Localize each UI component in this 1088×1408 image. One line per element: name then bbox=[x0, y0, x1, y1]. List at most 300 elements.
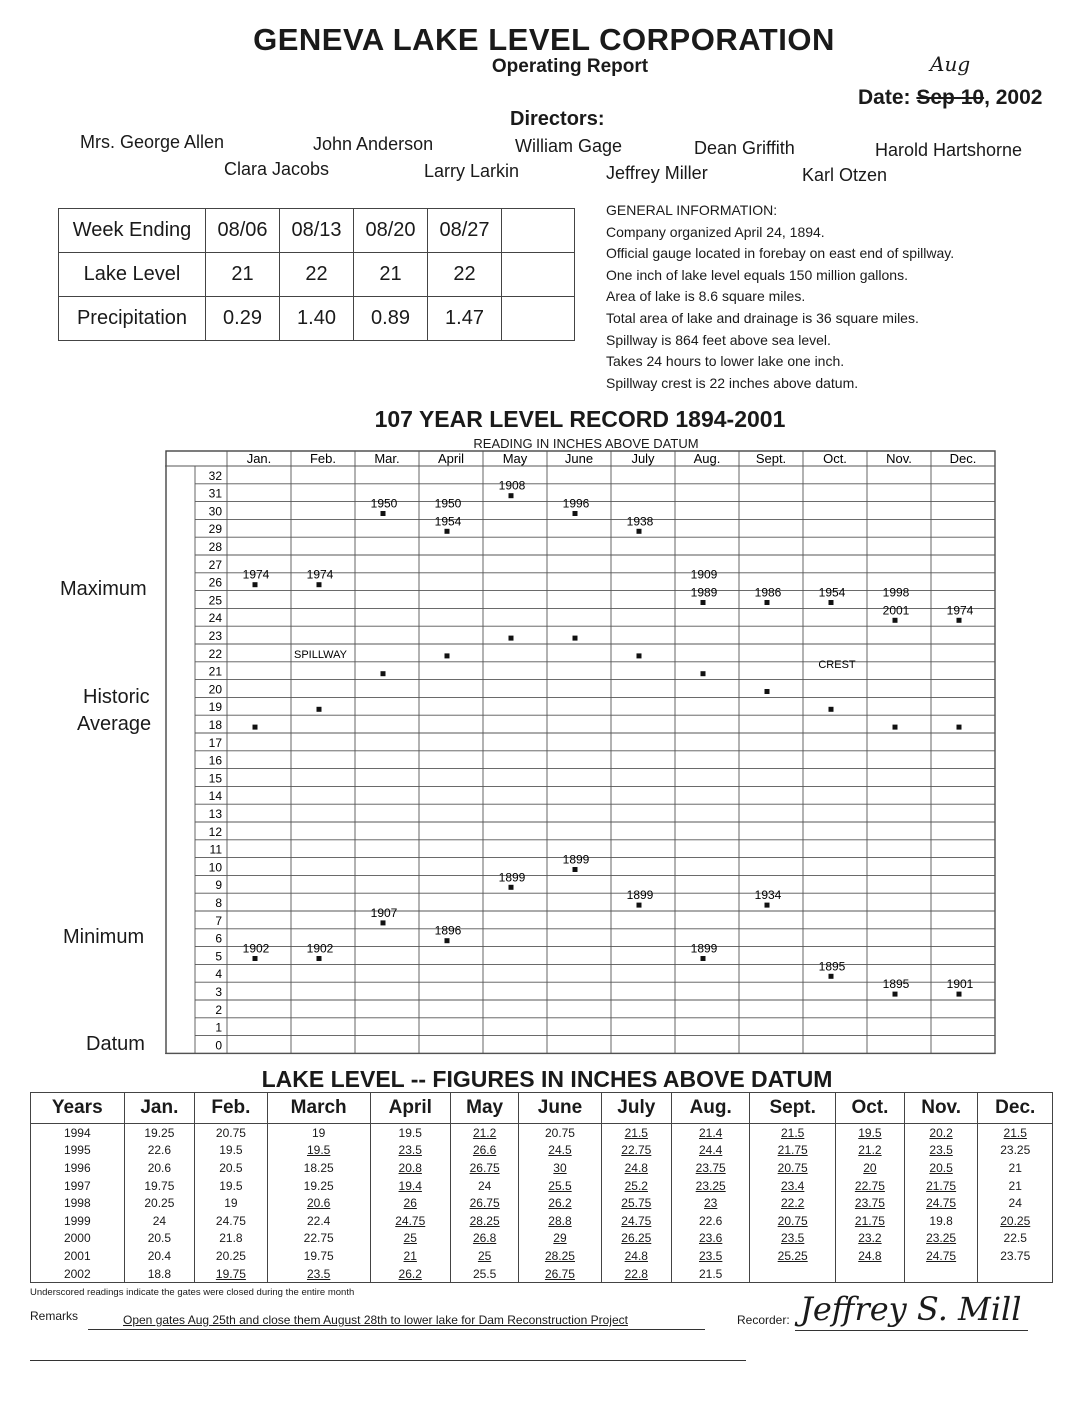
maximum-point bbox=[829, 600, 834, 605]
y-tick-label: 18 bbox=[208, 718, 222, 732]
level-cell: 23.5 bbox=[370, 1142, 450, 1160]
level-cell: 21.75 bbox=[836, 1212, 905, 1230]
director-name: Karl Otzen bbox=[802, 165, 888, 185]
general-info-line: Takes 24 hours to lower lake one inch. bbox=[606, 353, 845, 370]
minimum-year-label: 1899 bbox=[562, 852, 590, 867]
column-header: July bbox=[601, 1093, 672, 1124]
precip-cell: 0.89 bbox=[354, 297, 428, 341]
level-cell: 24.8 bbox=[601, 1159, 672, 1177]
directors-heading: Directors: bbox=[510, 108, 605, 130]
minimum-year-label: 1907 bbox=[370, 905, 398, 920]
level-cell: 19.8 bbox=[904, 1212, 978, 1230]
page-title: GENEVA LAKE LEVEL CORPORATION bbox=[253, 22, 835, 57]
maximum-point bbox=[573, 511, 578, 516]
year-cell: 1994 bbox=[31, 1124, 125, 1142]
maximum-year-label: 1908 bbox=[498, 478, 526, 493]
level-cell: 21.75 bbox=[750, 1142, 836, 1160]
level-cell: 23.25 bbox=[904, 1230, 978, 1248]
level-cell: 20.75 bbox=[750, 1212, 836, 1230]
director-name: John Anderson bbox=[313, 134, 434, 154]
month-label: June bbox=[564, 451, 594, 466]
level-cell: 21.5 bbox=[672, 1265, 750, 1283]
empty-cell bbox=[502, 253, 575, 297]
precip-cell: 1.47 bbox=[428, 297, 502, 341]
column-header: April bbox=[370, 1093, 450, 1124]
level-cell: 21.5 bbox=[750, 1124, 836, 1142]
level-cell: 25.2 bbox=[601, 1177, 672, 1195]
y-tick-label: 12 bbox=[208, 824, 222, 839]
table-row bbox=[59, 253, 575, 297]
week-cell: 08/27 bbox=[428, 209, 502, 253]
level-cell: 26.75 bbox=[519, 1265, 601, 1283]
y-tick-label: 3 bbox=[215, 985, 222, 999]
level-cell: 21 bbox=[354, 253, 428, 297]
minimum-point bbox=[637, 903, 642, 908]
y-tick-label: 6 bbox=[215, 931, 222, 946]
level-cell: 24.75 bbox=[195, 1212, 267, 1230]
level-cell: 20 bbox=[836, 1159, 905, 1177]
level-cell: 22.75 bbox=[601, 1142, 672, 1160]
maximum-year-label: 1954 bbox=[434, 514, 462, 529]
minimum-point bbox=[253, 956, 258, 961]
historic-average-point bbox=[829, 707, 834, 712]
level-cell: 24.8 bbox=[601, 1247, 672, 1265]
general-information bbox=[606, 200, 954, 394]
y-tick-label: 29 bbox=[208, 522, 222, 537]
level-cell: 22.6 bbox=[124, 1142, 195, 1160]
level-cell: 24 bbox=[124, 1212, 195, 1230]
remarks-line bbox=[88, 1329, 705, 1330]
year-cell: 2001 bbox=[31, 1247, 125, 1265]
level-cell: 22.4 bbox=[267, 1212, 370, 1230]
minimum-year-label: 1899 bbox=[498, 870, 526, 885]
level-cell: 19.75 bbox=[267, 1247, 370, 1265]
level-cell: 26.2 bbox=[370, 1265, 450, 1283]
level-cell: 25 bbox=[450, 1247, 519, 1265]
column-header: Feb. bbox=[195, 1093, 267, 1124]
minimum-year-label: 1895 bbox=[882, 977, 910, 992]
chart-frame bbox=[166, 451, 995, 1053]
historic-average-point bbox=[253, 725, 258, 730]
recorder-label: Recorder: bbox=[737, 1313, 790, 1327]
y-tick-label: 15 bbox=[208, 771, 222, 786]
month-label: Mar. bbox=[374, 451, 400, 466]
level-cell: 29 bbox=[519, 1230, 601, 1248]
spillway-label: SPILLWAY bbox=[294, 648, 347, 661]
level-cell: 21 bbox=[370, 1247, 450, 1265]
level-cell: 22.8 bbox=[601, 1265, 672, 1283]
director-name: Jeffrey Miller bbox=[606, 163, 708, 183]
level-cell: 23.5 bbox=[750, 1230, 836, 1248]
level-record-chart bbox=[165, 450, 1000, 1062]
page-subtitle: Operating Report bbox=[491, 56, 649, 77]
level-cell: 26 bbox=[370, 1194, 450, 1212]
level-cell: 21.75 bbox=[904, 1177, 978, 1195]
historic-average-point bbox=[765, 689, 770, 694]
level-cell: 25.75 bbox=[601, 1194, 672, 1212]
underscore-note: Underscored readings indicate the gates were closed during the entire month bbox=[30, 1287, 355, 1298]
historic-average-point bbox=[701, 671, 706, 676]
level-cell: 26.6 bbox=[450, 1142, 519, 1160]
minimum-label: Minimum bbox=[63, 926, 145, 948]
level-cell: 19.5 bbox=[370, 1124, 450, 1142]
level-cell: 23.75 bbox=[672, 1159, 750, 1177]
maximum-year-label: 1996 bbox=[562, 496, 590, 511]
level-cell: 21 bbox=[978, 1177, 1053, 1195]
level-cell: 25.5 bbox=[519, 1177, 601, 1195]
level-cell: 24.75 bbox=[601, 1212, 672, 1230]
historic-average-point bbox=[509, 636, 514, 641]
empty-cell bbox=[502, 297, 575, 341]
maximum-point bbox=[637, 529, 642, 534]
maximum-point bbox=[381, 511, 386, 516]
minimum-year-label: 1901 bbox=[946, 977, 974, 992]
level-cell: 24.75 bbox=[370, 1212, 450, 1230]
level-cell: 21.5 bbox=[978, 1124, 1053, 1142]
y-tick-label: 7 bbox=[215, 913, 222, 928]
y-tick-label: 26 bbox=[208, 575, 222, 590]
lake-level-title: LAKE LEVEL -- FIGURES IN INCHES ABOVE DATUM bbox=[261, 1066, 833, 1092]
y-tick-label: 23 bbox=[208, 629, 222, 643]
level-cell: 28.8 bbox=[519, 1212, 601, 1230]
level-cell: 20.75 bbox=[519, 1124, 601, 1142]
table-header-row bbox=[31, 1093, 1053, 1124]
level-cell: 22 bbox=[428, 253, 502, 297]
weekly-table bbox=[58, 208, 575, 341]
y-tick-label: 0 bbox=[215, 1038, 222, 1053]
level-cell: 20.75 bbox=[750, 1159, 836, 1177]
year-cell: 1996 bbox=[31, 1159, 125, 1177]
level-cell: 19 bbox=[195, 1194, 267, 1212]
maximum-point bbox=[509, 493, 514, 498]
level-cell: 22.2 bbox=[750, 1194, 836, 1212]
minimum-point bbox=[573, 867, 578, 872]
director-name: Larry Larkin bbox=[424, 161, 520, 181]
maximum-label: Maximum bbox=[60, 578, 147, 600]
level-cell: 19.5 bbox=[195, 1142, 267, 1160]
level-cell: 24.75 bbox=[904, 1194, 978, 1212]
y-tick-label: 25 bbox=[208, 593, 222, 608]
level-cell: 30 bbox=[519, 1159, 601, 1177]
general-info-line: Official gauge located in forebay on east end of spillway. bbox=[606, 245, 955, 262]
level-cell: 20.25 bbox=[195, 1247, 267, 1265]
empty-cell bbox=[502, 209, 575, 253]
maximum-point bbox=[893, 618, 898, 623]
level-cell bbox=[836, 1265, 905, 1283]
column-header: May bbox=[450, 1093, 519, 1124]
level-cell: 18.25 bbox=[267, 1159, 370, 1177]
level-cell: 25.5 bbox=[450, 1265, 519, 1283]
table-row bbox=[31, 1177, 1053, 1195]
level-cell: 23.6 bbox=[672, 1230, 750, 1248]
level-cell: 26.8 bbox=[450, 1230, 519, 1248]
level-cell: 22.5 bbox=[978, 1230, 1053, 1248]
precipitation-label: Precipitation bbox=[59, 297, 206, 341]
y-tick-label: 31 bbox=[208, 486, 222, 501]
y-tick-label: 32 bbox=[208, 468, 222, 483]
y-tick-label: 8 bbox=[215, 896, 222, 910]
maximum-point bbox=[957, 618, 962, 623]
general-info-line: Total area of lake and drainage is 36 square miles. bbox=[606, 309, 919, 326]
level-cell: 23.5 bbox=[904, 1142, 978, 1160]
level-cell: 25 bbox=[370, 1230, 450, 1248]
director-name: Mrs. George Allen bbox=[80, 132, 225, 152]
level-cell: 21.2 bbox=[836, 1142, 905, 1160]
year-cell: 2002 bbox=[31, 1265, 125, 1283]
column-header: March bbox=[267, 1093, 370, 1124]
column-header: Sept. bbox=[750, 1093, 836, 1124]
level-cell: 20.5 bbox=[124, 1230, 195, 1248]
maximum-point bbox=[765, 600, 770, 605]
table-row bbox=[31, 1247, 1053, 1265]
y-tick-label: 13 bbox=[208, 807, 222, 821]
lake-level-label: Lake Level bbox=[59, 253, 206, 297]
minimum-year-label: 1896 bbox=[434, 923, 462, 938]
y-tick-label: 22 bbox=[208, 646, 222, 661]
month-label: July bbox=[631, 451, 655, 466]
maximum-year-label: 1986 bbox=[754, 585, 782, 600]
remarks-text: Open gates Aug 25th and close them August 28th to lower lake for Dam Reconstruction Project bbox=[123, 1313, 628, 1327]
table-row bbox=[59, 297, 575, 341]
minimum-point bbox=[765, 903, 770, 908]
date-struck: Sep 10 bbox=[916, 86, 985, 109]
precip-cell: 0.29 bbox=[206, 297, 280, 341]
handwritten-month: Aug bbox=[930, 52, 971, 76]
date-label: Date: bbox=[858, 86, 911, 109]
level-cell: 21 bbox=[206, 253, 280, 297]
level-cell: 20.8 bbox=[370, 1159, 450, 1177]
maximum-year-label: 2001 bbox=[882, 603, 910, 618]
level-cell: 24 bbox=[978, 1194, 1053, 1212]
remarks-label: Remarks bbox=[30, 1309, 79, 1323]
table-row bbox=[31, 1212, 1053, 1230]
y-tick-label: 5 bbox=[215, 949, 222, 964]
director-name: Clara Jacobs bbox=[224, 159, 330, 179]
y-tick-label: 11 bbox=[209, 842, 222, 857]
year-cell: 1995 bbox=[31, 1142, 125, 1160]
maximum-year-label: 1974 bbox=[242, 567, 270, 582]
y-tick-label: 24 bbox=[208, 611, 222, 626]
week-cell: 08/13 bbox=[280, 209, 354, 253]
level-cell: 23.5 bbox=[267, 1265, 370, 1283]
column-header: Oct. bbox=[836, 1093, 905, 1124]
general-info-line: Spillway crest is 22 inches above datum. bbox=[606, 374, 859, 391]
maximum-year-label: 1974 bbox=[306, 567, 334, 582]
month-label: Feb. bbox=[309, 451, 337, 466]
historic-average-point bbox=[637, 653, 642, 658]
director-name: Harold Hartshorne bbox=[875, 140, 1023, 160]
level-cell: 23.25 bbox=[978, 1142, 1053, 1160]
year-cell: 1999 bbox=[31, 1212, 125, 1230]
week-ending-label: Week Ending bbox=[59, 209, 206, 253]
minimum-point bbox=[829, 974, 834, 979]
historic-label: Historic bbox=[83, 686, 150, 708]
column-header: June bbox=[519, 1093, 601, 1124]
level-cell: 23.2 bbox=[836, 1230, 905, 1248]
level-cell: 22.6 bbox=[672, 1212, 750, 1230]
general-info-line: Spillway is 864 feet above sea level. bbox=[606, 331, 831, 348]
historic-average-point bbox=[317, 707, 322, 712]
level-cell: 20.75 bbox=[195, 1124, 267, 1142]
level-cell: 19.4 bbox=[370, 1177, 450, 1195]
month-label: April bbox=[437, 451, 465, 466]
datum-label: Datum bbox=[86, 1033, 145, 1055]
historic-average-point bbox=[893, 725, 898, 730]
historic-average-point bbox=[573, 636, 578, 641]
level-cell: 26.25 bbox=[601, 1230, 672, 1248]
maximum-year-label: 1950 bbox=[370, 496, 398, 511]
y-tick-label: 27 bbox=[208, 557, 222, 572]
level-cell: 25.25 bbox=[750, 1247, 836, 1265]
record-title: 107 YEAR LEVEL RECORD 1894-2001 bbox=[374, 406, 786, 432]
y-tick-label: 16 bbox=[208, 753, 222, 768]
minimum-year-label: 1899 bbox=[690, 941, 718, 956]
level-cell: 24.75 bbox=[904, 1247, 978, 1265]
y-tick-label: 9 bbox=[215, 878, 222, 893]
level-cell: 20.25 bbox=[124, 1194, 195, 1212]
column-header: Aug. bbox=[672, 1093, 750, 1124]
level-cell: 28.25 bbox=[519, 1247, 601, 1265]
level-cell: 24 bbox=[450, 1177, 519, 1195]
table-row bbox=[31, 1265, 1053, 1283]
y-tick-label: 14 bbox=[208, 789, 222, 804]
table-row bbox=[59, 209, 575, 253]
minimum-year-label: 1899 bbox=[626, 888, 654, 903]
year-cell: 1997 bbox=[31, 1177, 125, 1195]
level-cell: 19.25 bbox=[124, 1124, 195, 1142]
director-name: Dean Griffith bbox=[694, 138, 795, 158]
level-cell: 20.2 bbox=[904, 1124, 978, 1142]
minimum-point bbox=[893, 992, 898, 997]
minimum-point bbox=[701, 956, 706, 961]
level-cell: 23.75 bbox=[978, 1247, 1053, 1265]
maximum-point bbox=[445, 529, 450, 534]
minimum-year-label: 1934 bbox=[754, 888, 782, 903]
table-row bbox=[31, 1142, 1053, 1160]
level-cell: 20.6 bbox=[267, 1194, 370, 1212]
y-tick-label: 10 bbox=[208, 860, 222, 875]
maximum-year-label: 1954 bbox=[818, 585, 846, 600]
table-row bbox=[31, 1124, 1053, 1142]
level-cell: 23.4 bbox=[750, 1177, 836, 1195]
y-tick-label: 20 bbox=[208, 682, 222, 697]
historic-average-point bbox=[445, 653, 450, 658]
maximum-point bbox=[701, 600, 706, 605]
level-cell: 23.5 bbox=[672, 1247, 750, 1265]
table-row bbox=[31, 1159, 1053, 1177]
minimum-point bbox=[381, 920, 386, 925]
minimum-point bbox=[445, 938, 450, 943]
maximum-year-label: 1909 bbox=[690, 567, 718, 582]
table-row bbox=[31, 1194, 1053, 1212]
level-cell: 19.5 bbox=[836, 1124, 905, 1142]
level-cell: 21 bbox=[978, 1159, 1053, 1177]
historic-average-point bbox=[957, 725, 962, 730]
y-tick-label: 19 bbox=[208, 700, 222, 715]
column-header: Years bbox=[31, 1093, 125, 1124]
level-cell: 21.5 bbox=[601, 1124, 672, 1142]
minimum-year-label: 1902 bbox=[242, 941, 270, 956]
y-tick-label: 21 bbox=[208, 664, 222, 679]
lake-level-table bbox=[30, 1092, 1053, 1283]
level-cell: 26.75 bbox=[450, 1194, 519, 1212]
column-header: Jan. bbox=[124, 1093, 195, 1124]
y-tick-label: 30 bbox=[208, 504, 222, 519]
minimum-year-label: 1895 bbox=[818, 959, 846, 974]
column-header: Dec. bbox=[978, 1093, 1053, 1124]
month-label: Oct. bbox=[823, 451, 847, 466]
week-cell: 08/06 bbox=[206, 209, 280, 253]
level-cell: 19.75 bbox=[124, 1177, 195, 1195]
crest-label: CREST bbox=[818, 658, 856, 671]
precip-cell: 1.40 bbox=[280, 297, 354, 341]
level-cell: 20.25 bbox=[978, 1212, 1053, 1230]
level-cell: 19.75 bbox=[195, 1265, 267, 1283]
table-row bbox=[31, 1230, 1053, 1248]
maximum-year-label: 1989 bbox=[690, 585, 718, 600]
level-cell: 24.5 bbox=[519, 1142, 601, 1160]
minimum-point bbox=[957, 992, 962, 997]
level-cell bbox=[978, 1265, 1053, 1283]
level-cell bbox=[904, 1265, 978, 1283]
general-info-line: Company organized April 24, 1894. bbox=[606, 223, 825, 240]
level-cell: 21.8 bbox=[195, 1230, 267, 1248]
year-cell: 1998 bbox=[31, 1194, 125, 1212]
date-year: , 2002 bbox=[984, 86, 1043, 109]
y-tick-label: 28 bbox=[208, 540, 222, 554]
report-date bbox=[858, 86, 1042, 110]
average-label: Average bbox=[77, 713, 152, 735]
general-info-heading: GENERAL INFORMATION: bbox=[606, 202, 778, 218]
maximum-year-label: 1950 bbox=[434, 496, 462, 511]
blank-line bbox=[30, 1360, 746, 1361]
level-cell: 19.5 bbox=[195, 1177, 267, 1195]
y-tick-label: 1 bbox=[215, 1020, 222, 1035]
y-tick-label: 17 bbox=[208, 735, 222, 750]
record-subtitle: READING IN INCHES ABOVE DATUM bbox=[473, 436, 699, 451]
month-label: Sept. bbox=[755, 451, 787, 466]
minimum-point bbox=[509, 885, 514, 890]
y-tick-label: 4 bbox=[215, 967, 222, 982]
level-cell: 26.75 bbox=[450, 1159, 519, 1177]
level-cell: 20.6 bbox=[124, 1159, 195, 1177]
level-cell: 24.8 bbox=[836, 1247, 905, 1265]
y-tick-label: 2 bbox=[215, 1002, 222, 1017]
month-label: May bbox=[502, 451, 528, 466]
month-label: Dec. bbox=[949, 451, 977, 466]
maximum-year-label: 1998 bbox=[882, 585, 910, 600]
level-cell: 20.5 bbox=[195, 1159, 267, 1177]
year-cell: 2000 bbox=[31, 1230, 125, 1248]
maximum-year-label: 1974 bbox=[946, 603, 974, 618]
level-cell: 22 bbox=[280, 253, 354, 297]
level-cell: 18.8 bbox=[124, 1265, 195, 1283]
recorder-line bbox=[795, 1330, 1028, 1331]
general-info-line: One inch of lake level equals 150 million gallons. bbox=[606, 266, 908, 283]
level-cell: 19.5 bbox=[267, 1142, 370, 1160]
level-cell: 20.4 bbox=[124, 1247, 195, 1265]
level-cell: 22.75 bbox=[836, 1177, 905, 1195]
level-cell: 19.25 bbox=[267, 1177, 370, 1195]
level-cell bbox=[750, 1265, 836, 1283]
level-cell: 22.75 bbox=[267, 1230, 370, 1248]
level-cell: 19 bbox=[267, 1124, 370, 1142]
minimum-point bbox=[317, 956, 322, 961]
maximum-point bbox=[253, 582, 258, 587]
level-cell: 23 bbox=[672, 1194, 750, 1212]
month-label: Aug. bbox=[693, 451, 721, 466]
level-cell: 28.25 bbox=[450, 1212, 519, 1230]
